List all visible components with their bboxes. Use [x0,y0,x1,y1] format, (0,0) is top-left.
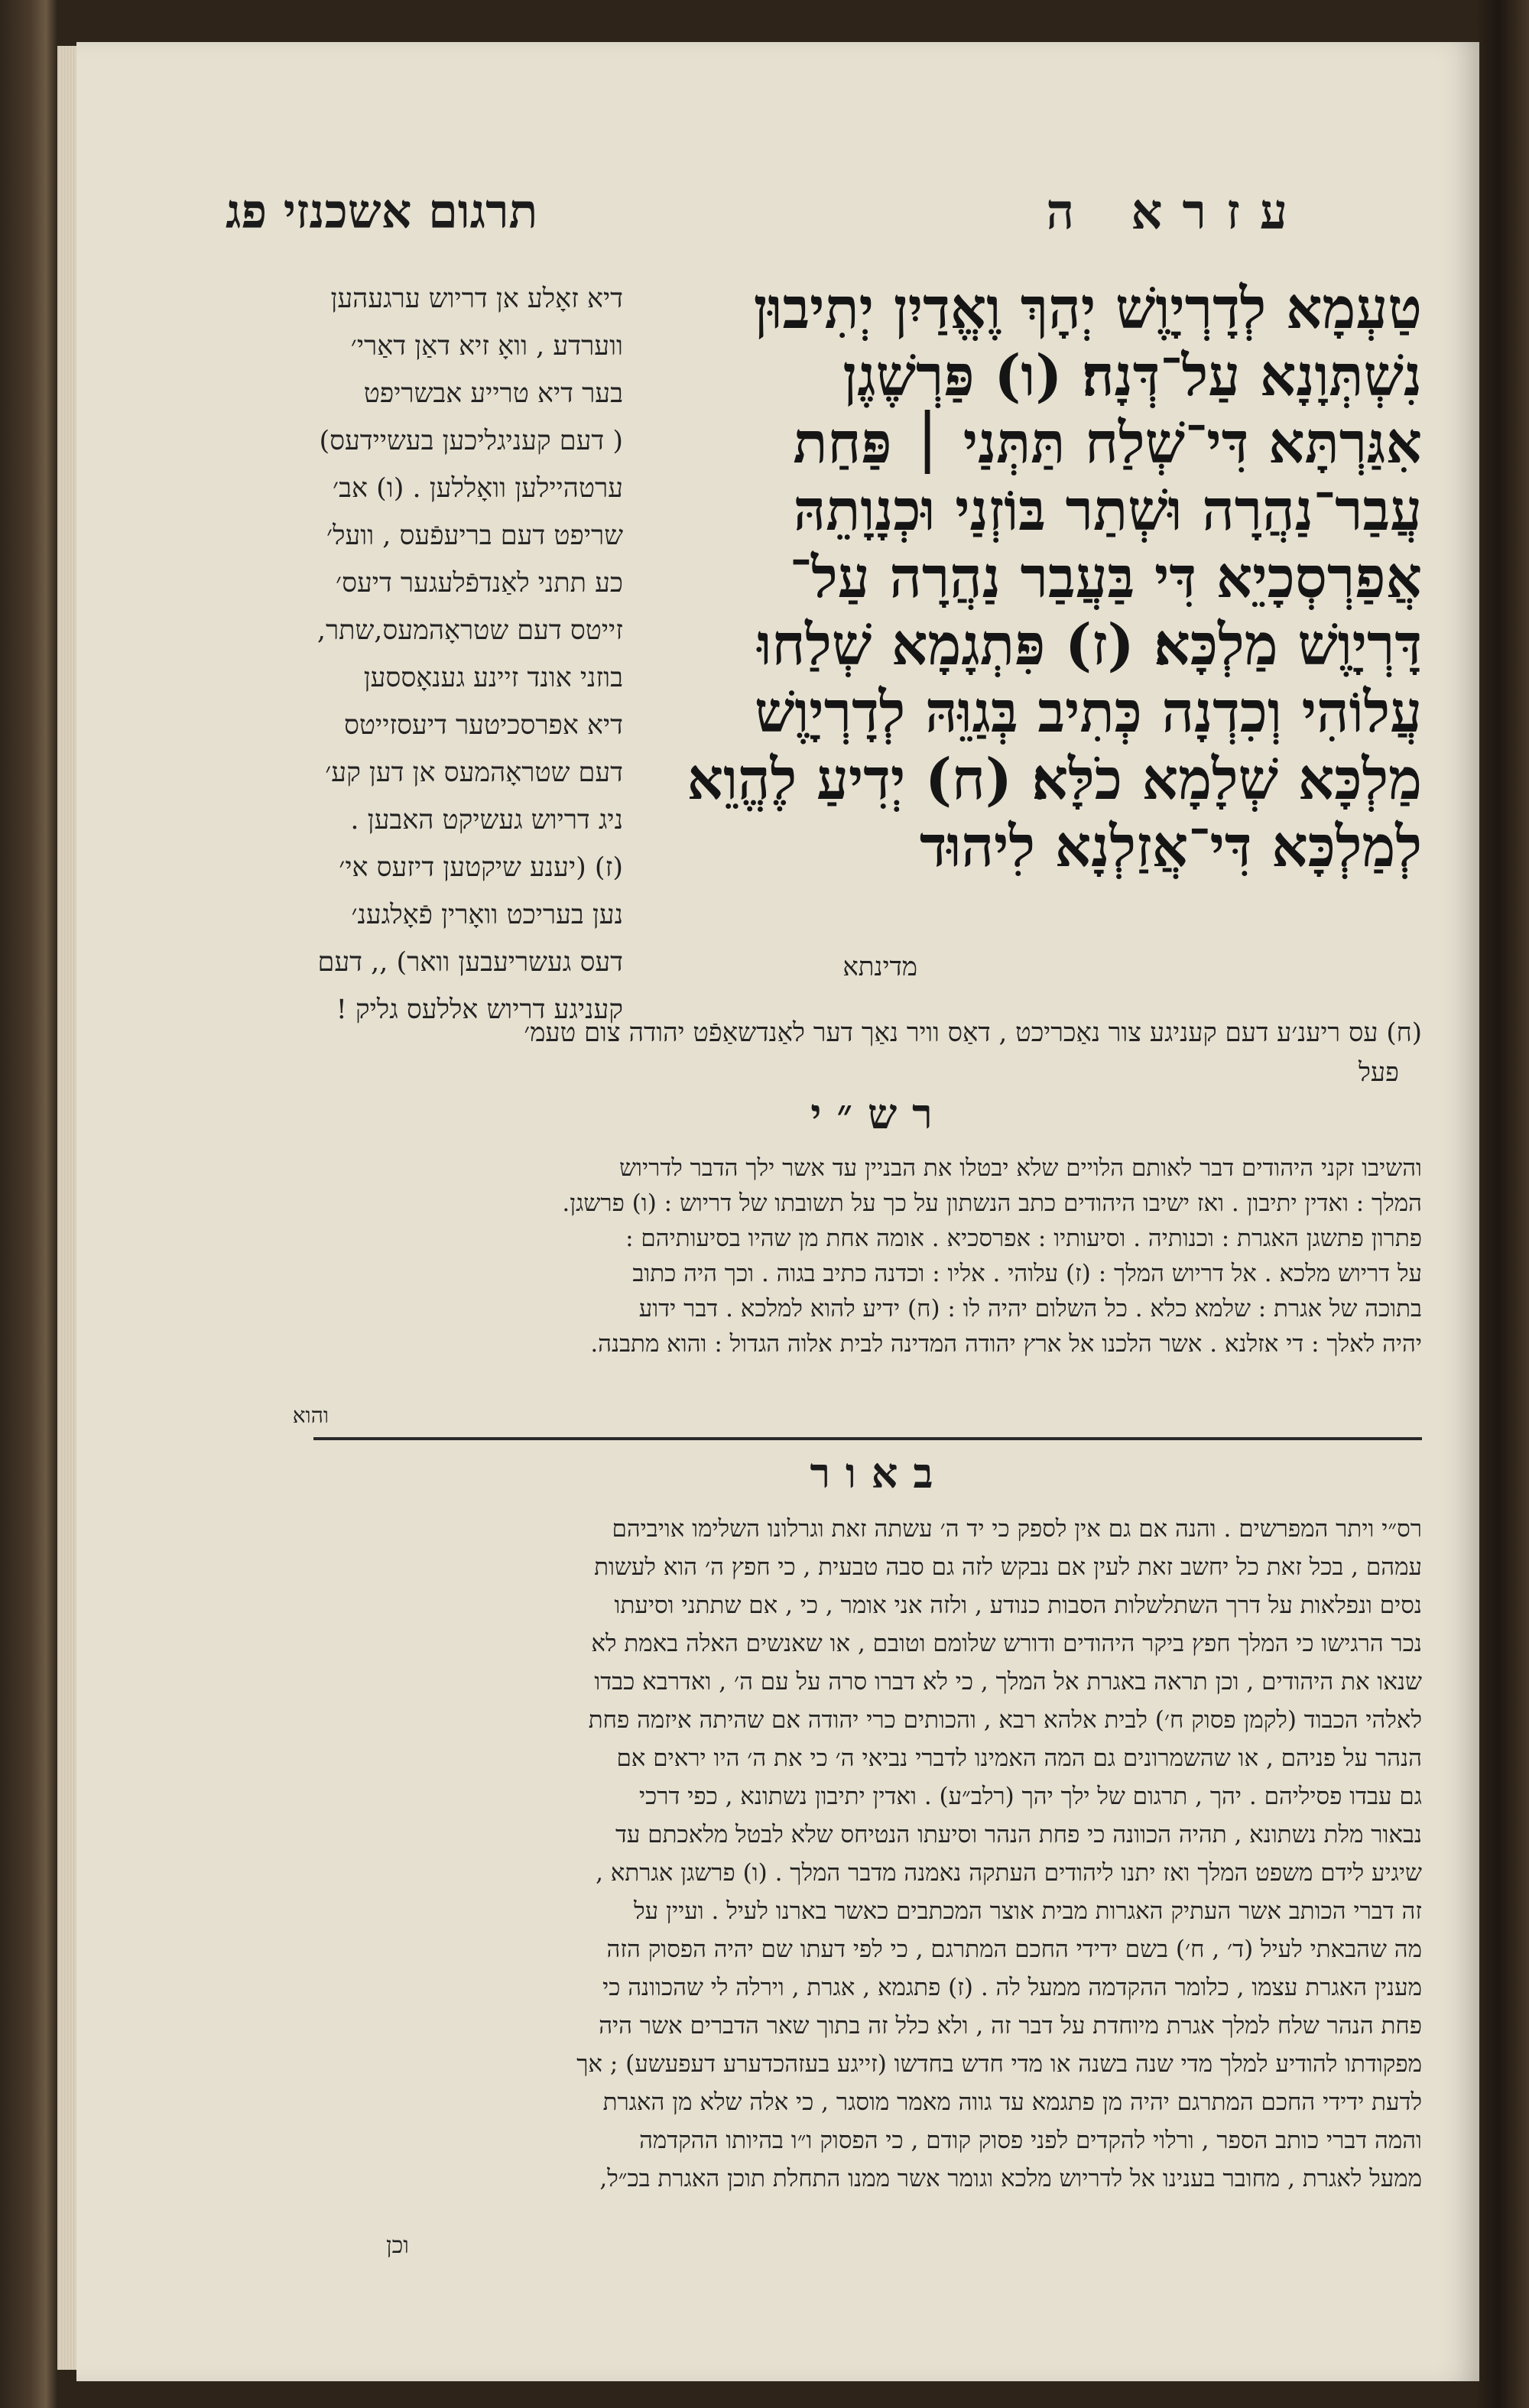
yiddish-line: כע תתני לאַנדפֿלעגער דיעס׳ [335,568,623,599]
aramaic-line: מַלְכָּא שְׁלָמָא כֹלָּא׃ (ח) יְדִיעַ לֶהֱוֵא [687,747,1422,813]
yiddish-line: שריפט דעם בריעפֿעס , וועל׳ [326,521,623,551]
biur-line: לדעת ידידי החכם המתרגם יהיה מן פתגמא עד גווה מאמר מוסגר , כי אלה שלא מן האגרת [602,2088,1422,2116]
biur-line: ממעל לאגרת , מחובר בענינו אל לדריוש מלכא וגומר אשר ממנו התחלת תוכן האגרת בכ״ל, [599,2165,1422,2192]
aramaic-text-column [642,275,1422,963]
yiddish-line: ווערדע , וואָ זיא דאַן דאַרי׳ [350,331,623,362]
rashi-line: והשיבו זקני היהודים דבר לאותם הלויים שלא יבטלו את הבניין עד אשר ילך הדבר לדריוש [619,1154,1422,1182]
section-divider [313,1437,1422,1440]
yiddish-line: (ז) (יענע שיקטען דיזעס אי׳ [339,852,623,883]
biur-line: והמה דברי כותב הספר , ורלוי להקדים לפני פסוק קודם , כי הפסוק ו״ו בהיותו ההקדמה [639,2127,1422,2154]
aramaic-line: לְמַלְכָּא דִּי־אֲזַלְנָא לִיהוּד [919,814,1422,880]
biur-line: לאלהי הכבוד (לקמן פסוק ח׳) לבית אלהא רבא , והכותים כרי יהודה אם שהיתה איזמה פחת [588,1706,1422,1734]
rashi-line: המלך : ואדין יתיבון . ואז ישיבו היהודים כתב הנשתון על כך על תשובתו של דריוש : (ו) פרשגן. [562,1189,1422,1217]
biur-line: פחת הנהר שלח למלך אגרת מיוחדת על דבר זה , ולא כלל זה בתוך שאר הדברים אשר היה [599,2012,1422,2040]
aramaic-line: אִגַּרְתָּא דִּי־שְׁלַח תַּתְּנַי ׀ פַּחַת [793,411,1422,476]
yiddish-line: בוזני אונד זיינע גענאָססען [363,663,623,693]
rashi-line: יהיה לאלך : די אזלנא . אשר הלכנו אל ארץ יהודה המדינה לבית אלוה הגדול : והוא מתבנה. [590,1330,1422,1358]
biur-catchword: וכן [386,2232,409,2259]
yiddish-line: ( דעם קעניגליכען בעשיידעס) [319,426,623,456]
biur-line: שיגיע לידם משפט המלך ואז יתנו ליהודים העתקה נאמנה מדבר המלך . (ו) פרשגן אגרתא , [596,1859,1422,1887]
biur-line: נסים ונפלאות על דרך השתלשלות הסבות כנודע , ולזה אני אומר , כי , אם שתתני וסיעתו [614,1592,1422,1619]
footnote-line: פעל [1359,1057,1399,1088]
rashi-line: פתרון פתשגן האגרת : וכנותיה . וסיעותיו : אפרסכיא . אומה אחת מן שהיו בסיעותיהם : [625,1225,1422,1252]
biur-line: עמהם , בכל זאת כל יחשב זאת לעין אם נבקש לזה גם סבה טבעית , כי חפץ ה׳ הוא לעשות [594,1553,1422,1581]
biur-line: הנהר על פניהם , או שהשמרונים גם המה האמינו לדברי נביאי ה׳ כי את ה׳ היו יראים אם [616,1744,1422,1772]
yiddish-line: בער דיא טרייע אבשריפט [363,378,623,409]
biur-line: שנאו את היהודים , וכן תראה באגרת אל המלך , כי לא דברו סרה על עם ה׳ , ואדרבא כבדו [594,1668,1422,1696]
aramaic-line: עֲבַר־נַהֲרָה וּשְׁתַר בּוֹזְנַי וּכְנָוָתֵהּ [793,478,1422,544]
yiddish-line: דעס געשריעבען וואר) ,, דעם [317,947,623,978]
biur-title: באור [810,1449,949,1498]
biur-line: גם עבדו פסיליהם . יהך , תרגום של ילך יהך (רלב״ע) . ואדין יתיבון נשתונא , כפי דרכי [638,1783,1422,1810]
aramaic-line: אֲפַרְסְכָיֵא דִּי בַּעֲבַר נַהֲרָה עַל־ [789,545,1422,611]
biur-line: מענין האגרת עצמו , כלומר ההקדמה ממעל לה . (ז) פתגמא , אגרת , וירלה לי שהכוונה כי [602,1974,1422,2001]
biur-line: מפקודתו להודיע למלך מדי שנה בשנה או מדי חדש בחדשו (זייגע בעזהכדערע דעפעשע) ; אך [576,2050,1422,2078]
yiddish-line: ערטהיילען וואָללען . (ו) אב׳ [333,473,623,504]
yiddish-line: קעניגע דריוש אללעס גליק ! [336,995,623,1025]
aramaic-catchword: מדינתא [842,952,917,982]
translation-footnote [229,1013,1422,1097]
aramaic-line: עֲלוֹהִי וְכִדְנָה כְּתִיב בְּגַוֵּהּ לְדָרְיָוֶשׁ [754,680,1422,745]
rashi-line: בתוכה של אגרת : שלמא כלא . כל השלום יהיה לו : (ח) ידיע להוא למלכא . דבר ידוע [638,1295,1422,1322]
biur-line: נכר הרגישו כי המלך חפץ ביקר היהודים ודורש שלומם וטובם , או שאנשים האלה באמת לא [591,1630,1422,1657]
rashi-commentary [229,1150,1422,1403]
aramaic-line: טַעְמָא לְדָרְיָוֶשׁ יְהָךְ וֶאֱדַיִן יְתִיבוּן [753,276,1422,342]
biur-line: נבאור מלת נשתונא , תהיה הכוונה כי פחת הנהר וסיעתו הנטיחס שלא לבטל מלאכתם עד [615,1821,1422,1848]
yiddish-translation-column [229,275,623,1040]
aramaic-line: נִשְׁתְּוָנָא עַל־דְּנָה׃ (ו) פַּרְשֶׁגֶן [842,343,1422,409]
yiddish-line: נען בעריכט וואָרין פֿאָלגענ׳ [351,900,623,930]
running-header-translation: תרגום אשכנזי פג [226,183,538,239]
biur-line: מה שהבאתי לעיל (ד׳ , ח׳) בשם ידידי החכם המתרגם , כי לפי דעתו שם יהיה הפסוק הזה [606,1936,1422,1963]
rashi-catchword: והוא [292,1403,329,1428]
yiddish-line: דיא אפרסכיטער דיעסזייטס [343,710,623,741]
yiddish-line: דיא זאָלע אן דריוש ערגעהען [330,284,623,314]
aramaic-line: דָּרְיָוֶשׁ מַלְכָּא׃ (ז) פִּתְגָמָא שְׁלַחוּ [757,612,1422,678]
footnote-line: (ח) עס ריענ׳ע דעם קעניגע צור נאַכריכט , דאַס וויר נאַך דער לאַנדשאַפֿט יהודה צום טעמ׳ [524,1017,1422,1048]
rashi-title: רש״י [810,1089,948,1138]
biur-commentary [229,1510,1422,2221]
biur-line: זה דברי הכותב אשר העתיק האגרות מבית אוצר המכתבים כאשר בארנו לעיל . ועיין על [634,1897,1422,1925]
yiddish-line: זייטס דעם שטראָהמעס,שתר, [317,615,623,646]
yiddish-line: דעם שטראָהמעס אן דען קע׳ [325,758,623,788]
yiddish-line: ניג דריוש געשיקט האבען . [350,805,623,836]
running-header-book: עזרא ה [1046,183,1307,241]
rashi-line: על דריוש מלכא . אל דריוש המלך : (ז) עלוהי . אליו : וכדנה כתיב בגוה . וכך היה כתוב [632,1260,1422,1287]
biur-line: רס״י ויתר המפרשים . והנה אם גם אין לספק כי יד ה׳ עשתה זאת וגרלונו השלימו אויביהם [612,1515,1422,1543]
